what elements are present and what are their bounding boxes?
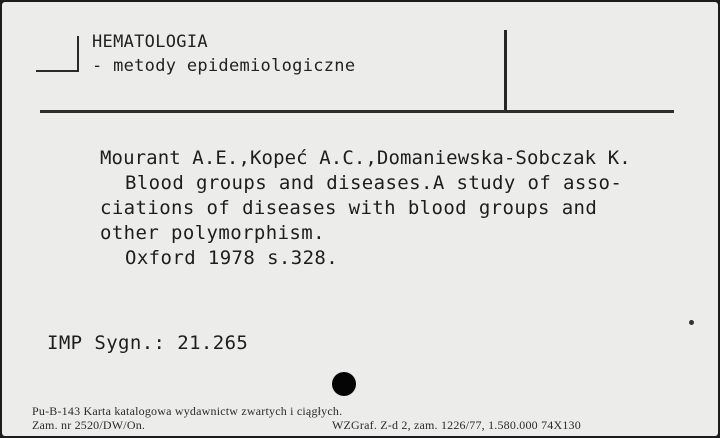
entry-title-line: Blood groups and diseases.A study of asso- <box>125 172 623 194</box>
punch-hole <box>332 372 356 396</box>
corner-bracket-horizontal <box>36 70 79 72</box>
footer-print-line: Pu-B-143 Karta katalogowa wydawnictw zwartych i ciągłych. <box>32 404 343 418</box>
entry-title-line: other polymorphism. <box>100 222 325 244</box>
call-number: IMP Sygn.: 21.265 <box>47 332 249 354</box>
footer-printer-info: WZGraf. Z-d 2, zam. 1226/77, 1.580.000 74X130 <box>332 418 581 432</box>
corner-bracket-vertical <box>77 36 79 72</box>
catalog-card <box>2 2 718 436</box>
subject-subheading: - metody epidemiologiczne <box>92 56 356 76</box>
subject-heading: HEMATOLOGIA <box>92 32 208 52</box>
ink-dot <box>689 320 694 325</box>
header-divider-vertical <box>504 30 507 112</box>
entry-imprint: Oxford 1978 s.328. <box>125 247 339 269</box>
footer-order-number: Zam. nr 2520/DW/On. <box>32 418 146 432</box>
entry-title-line: ciations of diseases with blood groups and <box>100 197 598 219</box>
entry-authors: Mourant A.E.,Kopeć A.C.,Domaniewska-Sobczak K. <box>100 147 631 169</box>
header-rule <box>40 110 674 113</box>
